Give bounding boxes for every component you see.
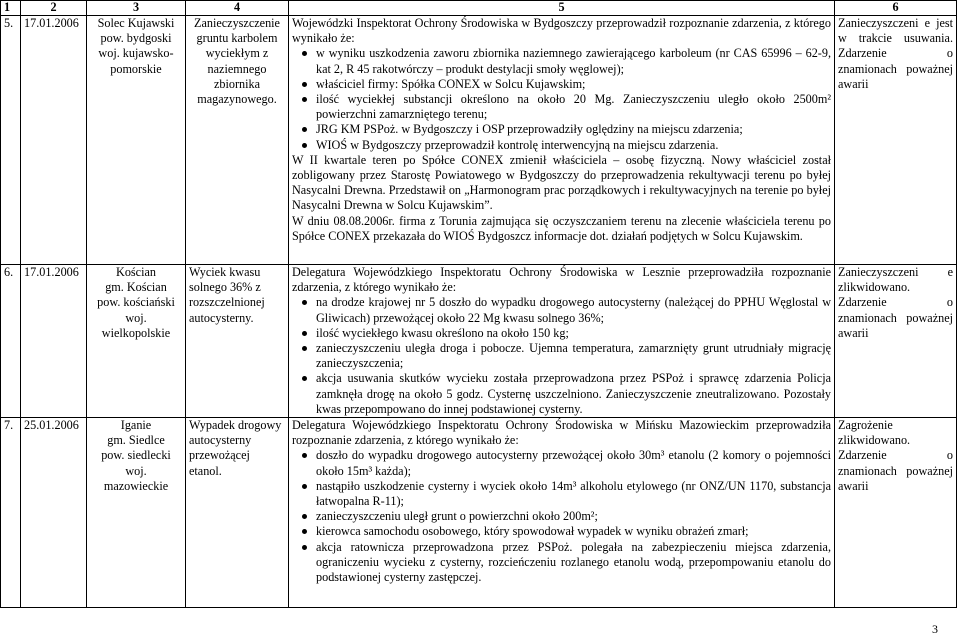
bullet-item: JRG KM PSPoż. w Bydgoszczy i OSP przeprowadziły oględziny na miejscu zdarzenia; bbox=[316, 122, 831, 137]
result-cell: Zanieczyszczeni e jest w trakcie usuwania. Zdarzenie o znamionach poważnej awarii bbox=[835, 16, 957, 265]
description-bullets bbox=[292, 448, 831, 585]
type-cell bbox=[186, 265, 289, 418]
bullet-item: ilość wyciekłej substancji określono na około 20 Mg. Zanieczyszczeniu uległo około 2500m² powierzchni zamarzniętego terenu; bbox=[316, 92, 831, 122]
bullet-item: kierowca samochodu osobowego, który spowodował wypadek w wyniku obrażeń zmarł; bbox=[316, 524, 831, 539]
type-line: przewożącej bbox=[189, 448, 250, 463]
bullet-item: doszło do wypadku drogowego autocysterny przewożącej około 30m³ etanolu (2 komory o pojemności około 15m³ każda); bbox=[316, 448, 831, 478]
type-line: Zanieczyszczenie bbox=[194, 16, 280, 30]
place-cell bbox=[87, 418, 186, 608]
type-line: solnego 36% z bbox=[189, 280, 261, 295]
row-number: 7. bbox=[1, 418, 21, 608]
type-line: Wyciek kwasu bbox=[189, 265, 261, 279]
header-col-6: 6 bbox=[835, 1, 957, 16]
type-cell bbox=[186, 418, 289, 608]
bullet-item: zanieczyszczeniu uległ grunt o powierzchni około 200m²; bbox=[316, 509, 831, 524]
description-bullets bbox=[292, 295, 831, 417]
description-paragraph: W dniu 08.08.2006r. firma z Torunia zajmująca się oczyszczaniem terenu na zlecenie właściciela terenu po Spółce CONEX przekazała do WIOŚ Bydgoszcz informacje dot. działań podjętych w Solcu Kujawskim. bbox=[292, 213, 831, 243]
place-line: woj. bbox=[125, 310, 147, 325]
bullet-item: właściciel firmy: Spółka CONEX w Solcu Kujawskim; bbox=[316, 77, 831, 92]
table-row bbox=[1, 418, 957, 608]
header-row bbox=[1, 1, 957, 16]
description-cell bbox=[289, 418, 835, 608]
place-line: Iganie bbox=[120, 418, 152, 433]
type-line: naziemnego bbox=[207, 61, 267, 76]
description-intro: Delegatura Wojewódzkiego Inspektoratu Ochrony Środowiska w Lesznie przeprowadziła rozpoznanie zdarzenia, z którego wynikało że: bbox=[292, 265, 831, 295]
place-line: gm. Kościan bbox=[105, 280, 167, 295]
row-number: 5. bbox=[1, 16, 21, 265]
description-cell bbox=[289, 265, 835, 418]
place-line: gm. Siedlce bbox=[107, 433, 165, 448]
bullet-item: akcja usuwania skutków wycieku została przeprowadzona przez PSPoż i sprawcę zdarzenia Policja zamknęła drogę na około 5 godz. Cysternę uszczelniono. Zanieczyszczenie zneutralizowano. Pozostały kwas przepompowano do innej podstawionej cysterny. bbox=[316, 371, 831, 416]
type-line: gruntu karbolem bbox=[196, 31, 278, 46]
type-line: wyciekłym z bbox=[205, 46, 269, 61]
header-col-4: 4 bbox=[186, 1, 289, 16]
date-cell: 25.01.2006 bbox=[21, 418, 87, 608]
description-cell bbox=[289, 16, 835, 265]
place-line: woj. kujawsko- bbox=[98, 46, 174, 61]
bullet-item: ilość wyciekłego kwasu określono na około 150 kg; bbox=[316, 326, 831, 341]
place-cell bbox=[87, 265, 186, 418]
type-line: Wypadek drogowy bbox=[189, 418, 282, 433]
table-row bbox=[1, 265, 957, 418]
place-line: Kościan bbox=[116, 265, 156, 279]
type-line: rozszczelnionej bbox=[189, 295, 265, 310]
place-line: mazowieckie bbox=[103, 478, 169, 493]
result-cell: Zagrożenie zlikwidowano. Zdarzenie o znamionach poważnej awarii bbox=[835, 418, 957, 608]
place-line: pow. siedlecki bbox=[101, 448, 171, 463]
place-line: pow. bydgoski bbox=[100, 31, 172, 46]
bullet-item: nastąpiło uszkodzenie cysterny i wyciek około 14m³ alkoholu etylowego (nr ONZ/UN 1170, substancja łatwopalna R-11); bbox=[316, 478, 831, 509]
type-line: autocysterny. bbox=[189, 310, 254, 325]
bullet-item: zanieczyszczeniu uległa droga i pobocze. Ujemna temperatura, zamarznięty grunt utrudniały migrację zanieczyszczenia; bbox=[316, 341, 831, 371]
bullet-item: akcja ratownicza przeprowadzona przez PSPoż. polegała na zabezpieczeniu miejsca zdarzenia, ograniczeniu wycieku z cysterny, rozcieńczeniu rozlanego etanolu wodą, przepompowaniu etanolu do podstawionej cysterny zastępczej. bbox=[316, 539, 831, 585]
date-cell: 17.01.2006 bbox=[21, 16, 87, 265]
table-row bbox=[1, 16, 957, 265]
header-col-3: 3 bbox=[87, 1, 186, 16]
description-bullets bbox=[292, 46, 831, 152]
place-line: pow. kościański bbox=[97, 295, 175, 310]
header-col-2: 2 bbox=[21, 1, 87, 16]
row-number: 6. bbox=[1, 265, 21, 418]
type-line: zbiornika bbox=[213, 76, 261, 91]
place-cell bbox=[87, 16, 186, 265]
place-line: woj. bbox=[125, 463, 147, 478]
type-cell bbox=[186, 16, 289, 265]
header-col-5: 5 bbox=[289, 1, 835, 16]
place-line: wielkopolskie bbox=[101, 325, 171, 340]
type-line: autocysterny bbox=[189, 433, 252, 448]
result-cell: Zanieczyszczeni e zlikwidowano. Zdarzenie o znamionach poważnej awarii bbox=[835, 265, 957, 418]
bullet-item: WIOŚ w Bydgoszczy przeprowadził kontrolę interwencyjną na miejscu zdarzenia. bbox=[316, 138, 831, 153]
type-line: magazynowego. bbox=[197, 92, 277, 107]
place-line: Solec Kujawski bbox=[97, 16, 175, 30]
place-line: pomorskie bbox=[110, 61, 162, 76]
description-intro: Wojewódzki Inspektorat Ochrony Środowiska w Bydgoszczy przeprowadził rozpoznanie zdarzenia, z którego wynikało że: bbox=[292, 16, 831, 46]
date-cell: 17.01.2006 bbox=[21, 265, 87, 418]
type-line: etanol. bbox=[189, 463, 222, 478]
bullet-item: na drodze krajowej nr 5 doszło do wypadku drogowego autocysterny (należącej do PPHU Węglostal w Gliwicach) przewożącej około 22 Mg kwasu solnego 36%; bbox=[316, 295, 831, 325]
page-number: 3 bbox=[932, 622, 938, 636]
header-col-1: 1 bbox=[1, 1, 21, 16]
description-paragraph: W II kwartale teren po Spółce CONEX zmienił właściciela – osobę fizyczną. Nowy właściciel został zobligowany przez Starostę Powiatowego w Bydgoszczy do przeprowadzenia rekultywacji terenu po byłej Nasycalni Drewna. Przedstawił on „Harmonogram prac porządkowych i rekultywacyjnych na terenie po byłej Nasycalni Drewna w Solcu Kujawskim”. bbox=[292, 152, 831, 213]
bullet-item: w wyniku uszkodzenia zaworu zbiornika naziemnego zawierającego karboleum (nr CAS 65996 – 62-9, kat 2, R 45 rakotwórczy – produkt destylacji smoły węglowej); bbox=[316, 46, 831, 76]
description-intro: Delegatura Wojewódzkiego Inspektoratu Ochrony Środowiska w Mińsku Mazowieckim przeprowadziła rozpoznanie zdarzenia, z którego wynikało że: bbox=[292, 418, 831, 448]
